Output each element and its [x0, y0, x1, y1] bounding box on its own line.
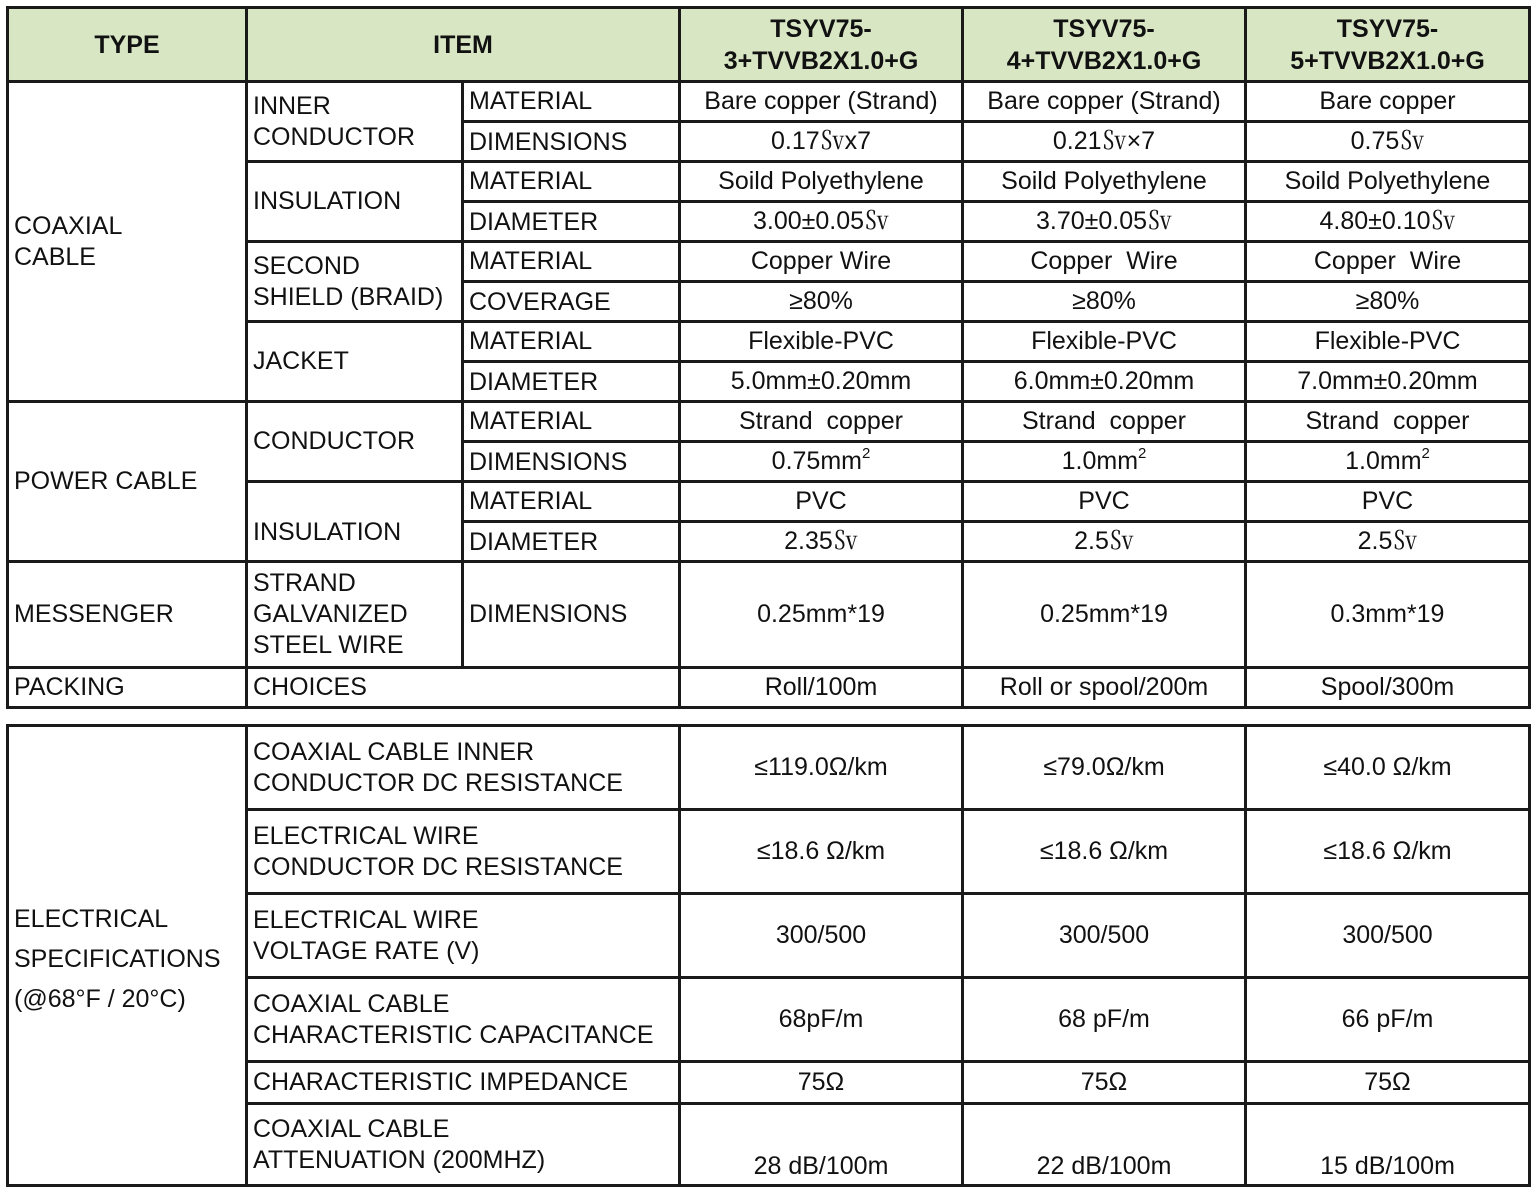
- type-cell: POWER CABLE: [8, 402, 247, 562]
- table-row: [8, 402, 1530, 442]
- value-cell: 3.00±0.05㏜: [680, 202, 963, 242]
- subitem-cell: MATERIAL: [463, 482, 680, 522]
- type-cell: [8, 726, 247, 1186]
- item-cell: INSULATION: [247, 482, 463, 562]
- value-cell: 2.5㏜: [1246, 522, 1530, 562]
- value-cell: [1246, 442, 1530, 482]
- value-text: 1.0mm: [1061, 447, 1139, 475]
- subitem-cell: MATERIAL: [463, 402, 680, 442]
- subitem-cell: MATERIAL: [463, 82, 680, 122]
- superscript: 2: [1138, 444, 1147, 462]
- value-cell: 300/500: [963, 894, 1246, 978]
- electrical-table: [6, 724, 1531, 1187]
- model-header: TSYV75- 3+TVVB2X1.0+G: [680, 8, 963, 82]
- value-cell: 0.21㏜×7: [963, 122, 1246, 162]
- model-header: TSYV75- 4+TVVB2X1.0+G: [963, 8, 1246, 82]
- subitem-cell: DIAMETER: [463, 202, 680, 242]
- value-cell: ≥80%: [963, 282, 1246, 322]
- subitem-cell: COVERAGE: [463, 282, 680, 322]
- subitem-cell: DIAMETER: [463, 362, 680, 402]
- value-text: 0.75mm: [771, 447, 862, 475]
- table-row: [8, 726, 1530, 810]
- value-text: 1.0mm: [1345, 447, 1422, 475]
- value-cell: Copper Wire: [963, 242, 1246, 282]
- type-cell: PACKING: [8, 668, 247, 708]
- subitem-cell: MATERIAL: [463, 242, 680, 282]
- value-cell: Roll or spool/200m: [963, 668, 1246, 708]
- value-cell: ≤18.6 Ω/km: [963, 810, 1246, 894]
- value-cell: 75Ω: [963, 1062, 1246, 1104]
- value-cell: 0.25mm*19: [963, 562, 1246, 668]
- value-cell: 300/500: [680, 894, 963, 978]
- value-cell: Soild Polyethylene: [1246, 162, 1530, 202]
- value-cell: 75Ω: [680, 1062, 963, 1104]
- value-cell: Flexible-PVC: [1246, 322, 1530, 362]
- subitem-cell: DIMENSIONS: [463, 442, 680, 482]
- value-cell: 0.17㏜x7: [680, 122, 963, 162]
- value-cell: Bare copper: [1246, 82, 1530, 122]
- value-cell: 75Ω: [1246, 1062, 1530, 1104]
- item-cell: INNER CONDUCTOR: [247, 82, 463, 162]
- value-cell: ≤18.6 Ω/km: [680, 810, 963, 894]
- table-row: [8, 562, 1530, 668]
- subitem-cell: DIMENSIONS: [463, 122, 680, 162]
- value-cell: 68pF/m: [680, 978, 963, 1062]
- value-cell: Spool/300m: [1246, 668, 1530, 708]
- value-cell: 6.0mm±0.20mm: [963, 362, 1246, 402]
- value-cell: Copper Wire: [680, 242, 963, 282]
- value-cell: 0.75㏜: [1246, 122, 1530, 162]
- value-cell: PVC: [1246, 482, 1530, 522]
- item-cell: CHARACTERISTIC IMPEDANCE: [247, 1062, 680, 1104]
- subitem-cell: MATERIAL: [463, 162, 680, 202]
- value-cell: 66 pF/m: [1246, 978, 1530, 1062]
- value-cell: Strand copper: [1246, 402, 1530, 442]
- item-cell: ELECTRICAL WIRE VOLTAGE RATE (V): [247, 894, 680, 978]
- value-cell: Flexible-PVC: [963, 322, 1246, 362]
- item-cell: ELECTRICAL WIRE CONDUCTOR DC RESISTANCE: [247, 810, 680, 894]
- value-cell: PVC: [963, 482, 1246, 522]
- value-cell: 0.3mm*19: [1246, 562, 1530, 668]
- type-cell: COAXIAL CABLE: [8, 82, 247, 402]
- item-cell: SECOND SHIELD (BRAID): [247, 242, 463, 322]
- value-cell: ≤119.0Ω/km: [680, 726, 963, 810]
- value-cell: ≥80%: [680, 282, 963, 322]
- value-cell: ≤18.6 Ω/km: [1246, 810, 1530, 894]
- subitem-cell: MATERIAL: [463, 322, 680, 362]
- value-cell: 15 dB/100m: [1246, 1104, 1530, 1186]
- value-cell: Soild Polyethylene: [963, 162, 1246, 202]
- value-cell: [963, 442, 1246, 482]
- value-cell: 5.0mm±0.20mm: [680, 362, 963, 402]
- value-cell: Roll/100m: [680, 668, 963, 708]
- value-cell: 0.25mm*19: [680, 562, 963, 668]
- table-row: [8, 82, 1530, 122]
- value-cell: ≥80%: [1246, 282, 1530, 322]
- item-cell: JACKET: [247, 322, 463, 402]
- value-cell: 22 dB/100m: [963, 1104, 1246, 1186]
- value-cell: 300/500: [1246, 894, 1530, 978]
- item-cell: CONDUCTOR: [247, 402, 463, 482]
- value-cell: Bare copper (Strand): [680, 82, 963, 122]
- value-cell: 68 pF/m: [963, 978, 1246, 1062]
- electrical-type-label: ELECTRICAL SPECIFICATIONS (@68°F / 20°C): [14, 904, 221, 1013]
- item-cell: COAXIAL CABLE INNER CONDUCTOR DC RESISTANCE: [247, 726, 680, 810]
- value-cell: ≤79.0Ω/km: [963, 726, 1246, 810]
- subitem-cell: DIMENSIONS: [463, 562, 680, 668]
- value-cell: Strand copper: [680, 402, 963, 442]
- value-cell: 2.35㏜: [680, 522, 963, 562]
- value-cell: Soild Polyethylene: [680, 162, 963, 202]
- subitem-cell: DIAMETER: [463, 522, 680, 562]
- spec-table: [6, 6, 1531, 709]
- superscript: 2: [1421, 444, 1430, 462]
- value-cell: Flexible-PVC: [680, 322, 963, 362]
- item-cell: INSULATION: [247, 162, 463, 242]
- item-cell: CHOICES: [247, 668, 680, 708]
- header-row: [8, 8, 1530, 82]
- value-cell: 28 dB/100m: [680, 1104, 963, 1186]
- type-cell: MESSENGER: [8, 562, 247, 668]
- type-header: TYPE: [8, 8, 247, 82]
- item-cell: COAXIAL CABLE CHARACTERISTIC CAPACITANCE: [247, 978, 680, 1062]
- value-cell: 2.5㏜: [963, 522, 1246, 562]
- value-cell: 7.0mm±0.20mm: [1246, 362, 1530, 402]
- item-cell: COAXIAL CABLE ATTENUATION (200MHZ): [247, 1104, 680, 1186]
- item-cell: STRAND GALVANIZED STEEL WIRE: [247, 562, 463, 668]
- item-header: ITEM: [247, 8, 680, 82]
- value-cell: PVC: [680, 482, 963, 522]
- superscript: 2: [861, 444, 871, 462]
- value-cell: Strand copper: [963, 402, 1246, 442]
- value-cell: Copper Wire: [1246, 242, 1530, 282]
- value-cell: Bare copper (Strand): [963, 82, 1246, 122]
- value-cell: 4.80±0.10㏜: [1246, 202, 1530, 242]
- table-row: [8, 668, 1530, 708]
- value-cell: 3.70±0.05㏜: [963, 202, 1246, 242]
- model-header: TSYV75- 5+TVVB2X1.0+G: [1246, 8, 1530, 82]
- value-cell: ≤40.0 Ω/km: [1246, 726, 1530, 810]
- value-cell: [680, 442, 963, 482]
